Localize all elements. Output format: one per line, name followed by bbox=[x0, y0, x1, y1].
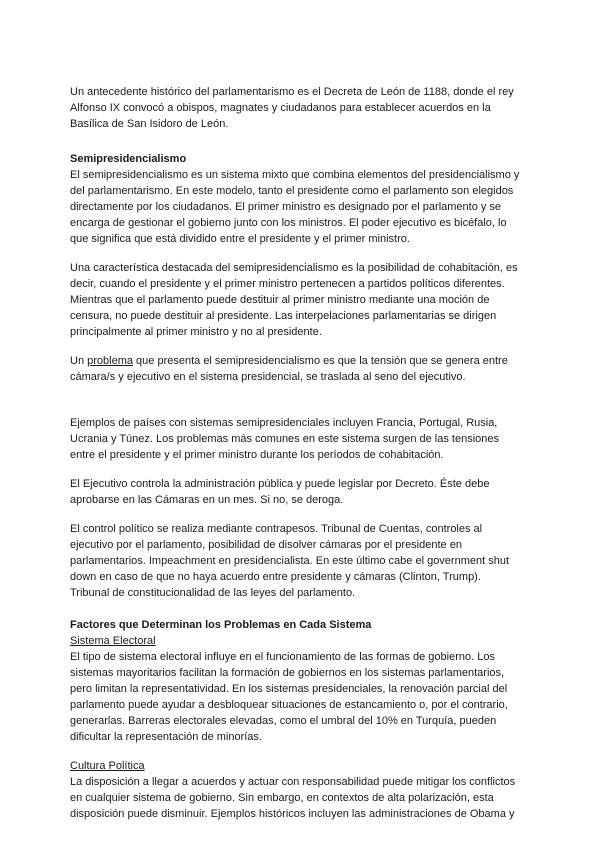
semi-paragraph-5: El Ejecutivo controla la administración pública y puede legislar por Decreto. Éste debe aprobarse en las Cámaras en un mes. Si no, se deroga. bbox=[70, 478, 490, 506]
semi-paragraph-1: El semipresidencialismo es un sistema mixto que combina elementos del presidencialismo y del parlamentarismo. En este modelo, tanto el presidente como el parlamento son elegidos directamente por los ciudadanos. El primer ministro es designado por el parlamento y se encarga de gestionar el gobierno junto con los ministros. El poder ejecutivo es bicéfalo, lo que significa que está dividido entre el presidente y el primer ministro. bbox=[70, 169, 520, 245]
factores-heading: Factores que Determinan los Problemas en Cada Sistema bbox=[70, 619, 372, 631]
intro-paragraph: Un antecedente histórico del parlamentarismo es el Decreta de León de 1188, donde el rey Alfonso IX convocó a obispos, magnates y ciudadanos para establecer acuerdos en la Basílica de San Isidoro de León. bbox=[70, 86, 514, 130]
semi-paragraph-4: Ejemplos de países con sistemas semipresidenciales incluyen Francia, Portugal, Rusia, Ucrania y Túnez. Los problemas más comunes en este sistema surgen de las tensiones entre el presidente y el primer ministro durante los períodos de cohabitación. bbox=[70, 417, 500, 461]
cultura-politica-paragraph: La disposición a llegar a acuerdos y actuar con responsabilidad puede mitigar los conflictos en cualquier sistema de gobierno. Sin embargo, en contextos de alta polarización, esta disposición puede disminuir. Ejemplos históricos incluyen las administraciones de Obama y bbox=[70, 776, 516, 820]
semi-paragraph-6: El control político se realiza mediante contrapesos. Tribunal de Cuentas, controles al ejecutivo por el parlamento, posibilidad de disolver cámaras por el presidente en parlamentarios. Impeachment en presidencialista. En este último cabe el government shut down en caso de que no haya acuerdo entre presidente y cámaras (Clinton, Trump). Tribunal de constitucionalidad de las leyes del parlamento. bbox=[70, 523, 510, 599]
sistema-electoral-subheading: Sistema Electoral bbox=[70, 635, 156, 647]
cultura-politica-subheading: Cultura Política bbox=[70, 760, 145, 772]
semi-paragraph-3-suffix: que presenta el semipresidencialismo es que la tensión que se genera entre cámara/s y ejecutivo en el sistema presidencial, se traslada al seno del ejecutivo. bbox=[70, 355, 508, 383]
semi-paragraph-3 bbox=[70, 353, 520, 385]
semipresidencialismo-heading: Semipresidencialismo bbox=[70, 153, 187, 165]
sistema-electoral-paragraph: El tipo de sistema electoral influye en el funcionamiento de las formas de gobierno. Los sistemas mayoritarios facilitan la formación de gobiernos en los sistemas parlamentarios, pero limitan la representatividad. En los sistemas presidenciales, la renovación parcial del parlamento puede ayudar a desbloquear situaciones de estancamiento o, por el contrario, generarlas. Barreras electorales elevadas, como el umbral del 10% en Turquía, pueden dificultar la representación de minorías. bbox=[70, 651, 508, 743]
semi-paragraph-2: Una característica destacada del semipresidencialismo es la posibilidad de cohabitación, es decir, cuando el presidente y el primer ministro pertenecen a partidos políticos diferentes. Mientras que el parlamento puede destituir al primer ministro mediante una moción de censura, no puede destituir al presidente. Las interpelaciones parlamentarias se dirigen principalmente al primer ministro y no al presidente. bbox=[70, 262, 518, 338]
semi-paragraph-3-prefix: Un bbox=[70, 355, 88, 367]
problema-link[interactable]: problema bbox=[87, 355, 133, 367]
